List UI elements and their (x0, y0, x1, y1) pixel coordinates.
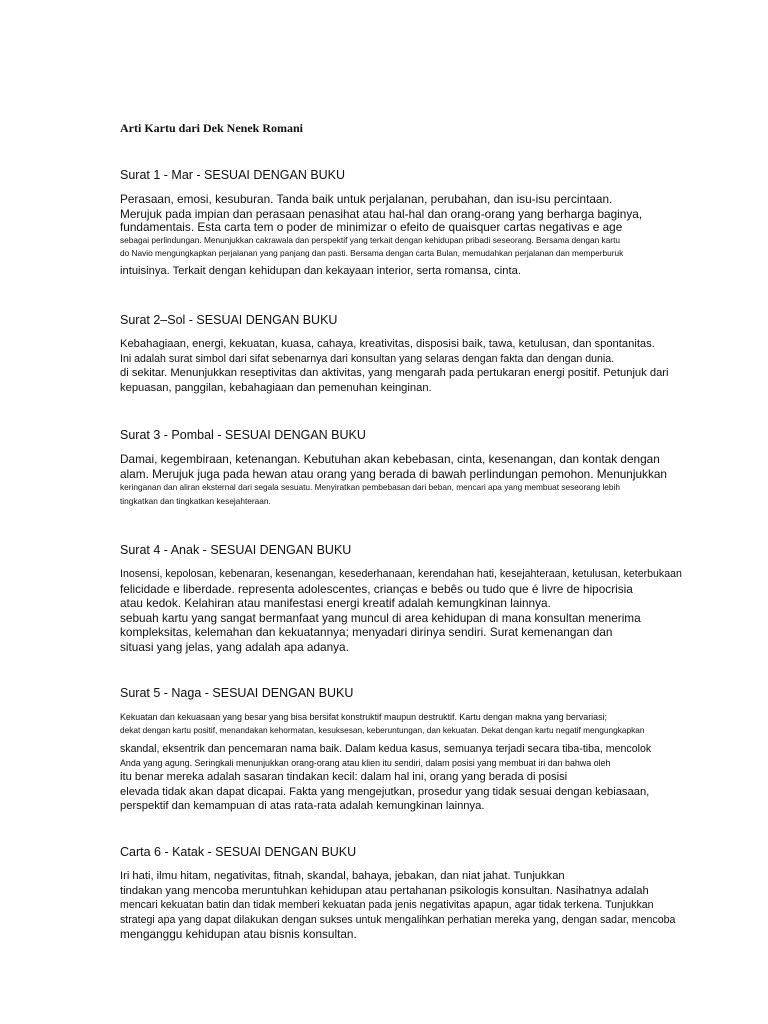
paragraph-line: Inosensi, kepolosan, kebenaran, kesenangan, kesederhanaan, kerendahan hati, kesejahteraan, ketulusan, keterbukaan (120, 568, 682, 580)
section-card-4 (120, 543, 720, 654)
paragraph-line: skandal, eksentrik dan pencemaran nama baik. Dalam kedua kasus, semuanya terjadi secara tiba-tiba, mencolok (120, 742, 652, 755)
section-card-5 (120, 686, 720, 814)
paragraph-line: di sekitar. Menunjukkan reseptivitas dan aktivitas, yang mengarah pada pertukaran energi positif. Petunjuk dari (120, 367, 669, 379)
document-title: Arti Kartu dari Dek Nenek Romani (120, 121, 303, 135)
paragraph-line: mencari kekuatan batin dan tidak memberi kekuatan pada jenis negativitas apapun, agar tidak terkena. Tunjukkan (120, 899, 654, 911)
section-card-1 (120, 168, 720, 278)
paragraph-line: alam. Merujuk juga pada hewan atau orang yang berada di bawah perlindungan pemohon. Menunjukkan (120, 466, 667, 481)
paragraph-line: sebuah kartu yang sangat bermanfaat yang muncul di area kehidupan di mana konsultan menerima (120, 610, 641, 625)
paragraph-line: keringanan dan aliran eksternal dari segala sesuatu. Menyiratkan pembebasan dari beban, mencari apa yang membuat seseorang lebih (120, 482, 620, 492)
paragraph-line: fundamentais. Esta carta tem o poder de minimizar o efeito de quaisquer cartas negativas e age (120, 220, 623, 234)
paragraph-line: elevada tidak akan dapat dicapai. Fakta yang mengejutkan, prosedur yang tidak sesuai dengan kebiasaan, (120, 785, 650, 798)
section-heading: Surat 4 - Anak - SESUAI DENGAN BUKU (120, 543, 352, 557)
paragraph-line: tingkatkan dan tingkatkan kesejahteraan. (120, 495, 271, 506)
paragraph-line: Kekuatan dan kekuasaan yang besar yang bisa bersifat konstruktif maupun destruktif. Kartu dengan makna yang bervariasi; (120, 712, 607, 722)
paragraph-line: dekat dengan kartu positif, menandakan kehormatan, kesuksesan, keberuntungan, dan kekuatan. Dekat dengan kartu negatif mengungkapkan (120, 725, 645, 735)
section-heading: Surat 3 - Pombal - SESUAI DENGAN BUKU (120, 428, 366, 442)
paragraph-line: tindakan yang mencoba meruntuhkan kehidupan atau pertahanan psikologis konsultan. Nasihatnya adalah (120, 884, 649, 897)
section-heading: Surat 5 - Naga - SESUAI DENGAN BUKU (120, 686, 354, 700)
paragraph-line: atau kedok. Kelahiran atau manifestasi energi kreatif adalah kemungkinan lainnya. (120, 596, 551, 610)
paragraph-line: Merujuk pada impian dan perasaan penasihat atau hal-hal dan orang-orang yang berharga baginya, (120, 206, 643, 221)
paragraph-line: itu benar mereka adalah sasaran tindakan kecil: dalam hal ini, orang yang berada di posisi (120, 771, 568, 783)
section-card-6 (120, 845, 720, 942)
paragraph-line: kepuasan, panggilan, kebahagiaan dan pemenuhan keinginan. (120, 381, 432, 394)
paragraph-line: Anda yang agung. Seringkali menunjukkan orang-orang atau klien itu sendiri, dalam posisi yang membuat iri dan bahwa oleh (120, 758, 611, 768)
paragraph-line: menganggu kehidupan atau bisnis konsultan. (120, 927, 357, 941)
paragraph-line: Damai, kegembiraan, ketenangan. Kebutuhan akan kebebasan, cinta, kesenangan, dan kontak dengan (120, 452, 660, 466)
paragraph-line: strategi apa yang dapat dilakukan dengan sukses untuk mengalihkan perhatian mereka yang, dengan sadar, mencoba (120, 913, 676, 926)
section-heading: Surat 1 - Mar - SESUAI DENGAN BUKU (120, 168, 346, 182)
paragraph-line: felicidade e liberdade. representa adolescentes, crianças e bebês ou tudo que é livre de hipocrisia (120, 581, 633, 596)
section-heading: Surat 2–Sol - SESUAI DENGAN BUKU (120, 313, 338, 327)
paragraph-line: kompleksitas, kelemahan dan kekuatannya; menyadari dirinya sendiri. Surat kemenangan dan (120, 625, 613, 639)
paragraph-line: situasi yang jelas, yang adalah apa adanya. (120, 639, 349, 654)
section-card-2 (120, 313, 720, 395)
section-heading: Carta 6 - Katak - SESUAI DENGAN BUKU (120, 845, 357, 859)
paragraph-line: Perasaan, emosi, kesuburan. Tanda baik untuk perjalanan, perubahan, dan isu-isu percintaan. (120, 192, 613, 206)
section-card-3 (120, 428, 720, 508)
paragraph-line: Ini adalah surat simbol dari sifat sebenarnya dari konsultan yang selaras dengan fakta dan dengan dunia. (120, 352, 615, 365)
paragraph-line: Iri hati, ilmu hitam, negativitas, fitnah, skandal, bahaya, jebakan, dan niat jahat. Tunjukkan (120, 870, 565, 882)
paragraph-line: Kebahagiaan, energi, kekuatan, kuasa, cahaya, kreativitas, disposisi baik, tawa, ketulusan, dan spontanitas. (120, 338, 655, 350)
paragraph-line: perspektif dan kemampuan di atas rata-rata adalah kemungkinan lainnya. (120, 800, 485, 812)
paragraph-line: sebagai perlindungan. Menunjukkan cakrawala dan perspektif yang terkait dengan kehidupan pribadi seseorang. Bersama dengan kartu (120, 234, 620, 245)
paragraph-line: intuisinya. Terkait dengan kehidupan dan kekayaan interior, serta romansa, cinta. (120, 264, 521, 277)
paragraph-line: do Navio mengungkapkan perjalanan yang panjang dan pasti. Bersama dengan carta Bulan, memudahkan perjalanan dan memperburuk (120, 248, 624, 259)
